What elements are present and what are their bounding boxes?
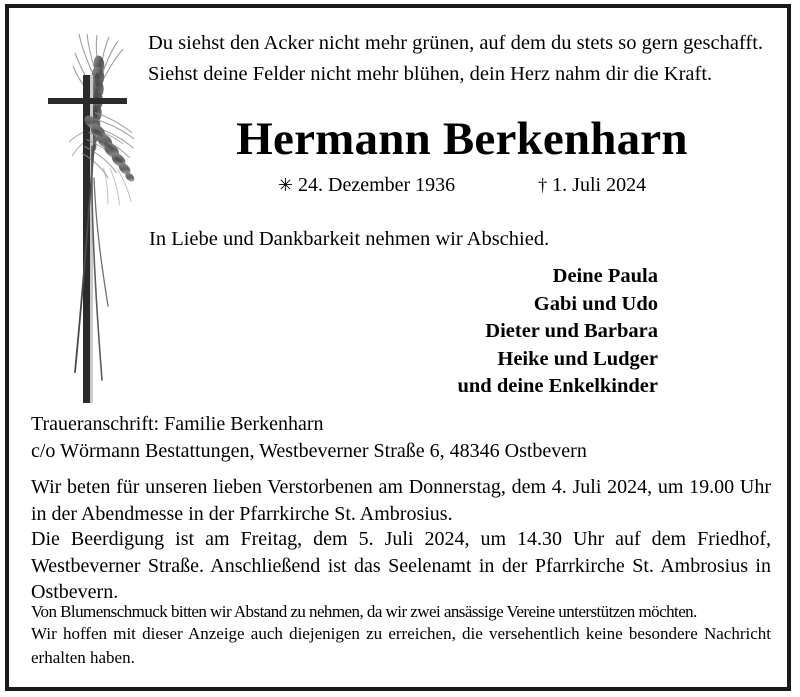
survivor-item: Dieter und Barbara	[485, 320, 658, 342]
deceased-name: Hermann Berkenharn	[236, 113, 688, 165]
condolence-address	[31, 411, 771, 465]
verse-line-1: Du siehst den Acker nicht mehr grünen, auf dem du stets so gern geschafft.	[148, 32, 764, 54]
wheat-ear-upright	[69, 34, 123, 159]
farewell-text: In Liebe und Dankbarkeit nehmen wir Abschied.	[149, 228, 550, 250]
address-line-2: c/o Wörmann Bestattungen, Westbeverner Straße 6, 48346 Ostbevern	[31, 440, 587, 462]
death-date-group	[538, 174, 646, 196]
cross-with-wheat-icon	[28, 28, 153, 403]
death-cross-icon: †	[538, 175, 548, 195]
address-line-1: Traueranschrift: Familie Berkenharn	[31, 413, 324, 435]
wheat-ear-angled	[51, 105, 153, 214]
verse-line-2: Siehst deine Felder nicht mehr blühen, dein Herz nahm dir die Kraft.	[148, 63, 713, 85]
survivor-item: Deine Paula	[552, 265, 658, 287]
prayer-service-text: Wir beten für unseren lieben Verstorbenen am Donnerstag, dem 4. Juli 2024, um 19.00 Uhr in der Abendmesse in der Pfarrkirche St. Ambrosius.	[31, 476, 771, 525]
survivor-item: Gabi und Udo	[533, 292, 658, 315]
survivor-item: und deine Enkelkinder	[457, 375, 658, 397]
general-notice-text: Wir hoffen mit dieser Anzeige auch diejenigen zu erreichen, die versehentlich keine besondere Nachricht erhalten haben.	[31, 624, 771, 667]
flowers-note-text: Von Blumenschmuck bitten wir Abstand zu nehmen, da wir zwei ansässige Vereine unterstützen möchten.	[31, 602, 697, 621]
birth-date-group	[278, 174, 460, 196]
birth-date: 24. Dezember 1936	[298, 174, 456, 196]
memorial-verse	[148, 28, 774, 90]
burial-service-text: Die Beerdigung ist am Freitag, dem 5. Juli 2024, um 14.30 Uhr auf dem Friedhof, Westbeverner Straße. Anschließend ist das Seelenamt in der Pfarrkirche St. Ambrosius in Ostbevern.	[31, 528, 771, 603]
life-dates	[150, 172, 774, 198]
birth-star-icon: ✳	[277, 175, 293, 195]
survivor-item: Heike und Ludger	[497, 347, 658, 370]
survivors-list	[250, 263, 658, 401]
death-date: 1. Juli 2024	[552, 174, 647, 196]
